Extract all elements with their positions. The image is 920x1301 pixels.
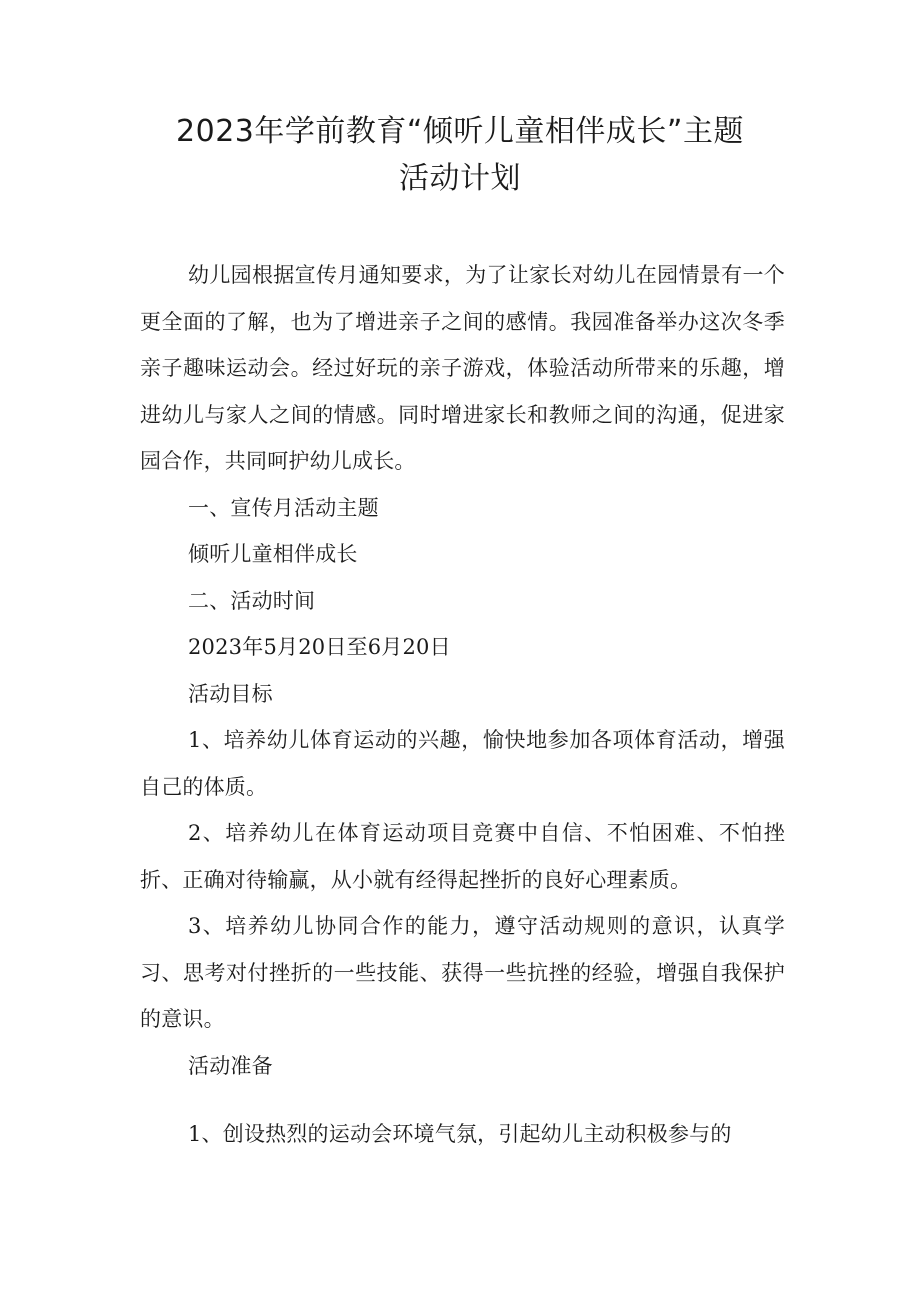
goal-item: 2、培养幼儿在体育运动项目竞赛中自信、不怕困难、不怕挫折、正确对待输赢，从小就有经得起挫折的良好心理素质。 [140,821,785,892]
theme-text: 倾听儿童相伴成长 [188,542,358,566]
time-text: 2023年5月20日至6月20日 [188,635,451,659]
intro-paragraph: 幼儿园根据宣传月通知要求，为了让家长对幼儿在园情景有一个更全面的了解，也为了增进亲子之间的感情。我园准备举办这次冬季亲子趣味运动会。经过好玩的亲子游戏，体验活动所带来的乐趣，增进幼儿与家人之间的情感。同时增进家长和教师之间的沟通，促进家园合作，共同呵护幼儿成长。 [140,263,785,473]
goal-item: 3、培养幼儿协同合作的能力，遵守活动规则的意识，认真学习、思考对付挫折的一些技能、获得一些抗挫的经验，增强自我保护的意识。 [140,914,785,1031]
document-title-line2: 活动计划 [399,161,521,196]
preparation-item: 1、创设热烈的运动会环境气氛，引起幼儿主动积极参与的 [188,1122,732,1146]
document-title-line1: 2023年学前教育“倾听儿童相伴成长”主题 [176,114,744,149]
section-heading-preparation: 活动准备 [188,1053,273,1078]
goal-item: 1、培养幼儿体育运动的兴趣，愉快地参加各项体育活动，增强自己的体质。 [140,728,785,799]
section-heading-goals: 活动目标 [188,681,273,706]
section-heading-theme: 一、宣传月活动主题 [188,495,379,520]
document-body [140,252,785,1158]
section-heading-time: 二、活动时间 [188,588,316,613]
